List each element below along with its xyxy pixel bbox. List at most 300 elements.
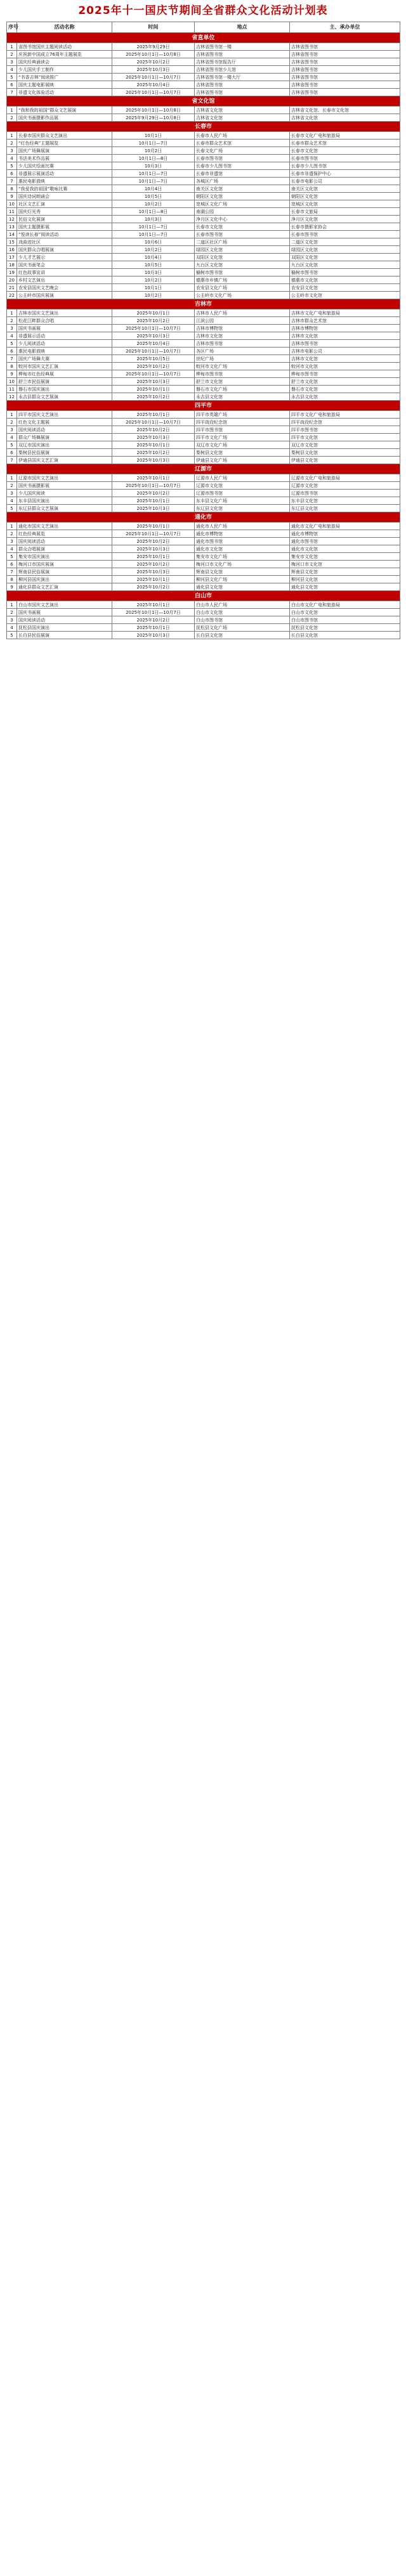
table-row: [7, 490, 400, 497]
row-activity: 国庆阅读活动: [17, 426, 112, 434]
row-activity: 永吉县群众文艺展演: [17, 393, 112, 401]
table-row: [7, 355, 400, 363]
row-location: 四平战役纪念馆: [195, 419, 290, 426]
row-location: 吉林市图书馆: [195, 340, 290, 348]
row-index: 2: [7, 114, 17, 122]
row-location: 世纪广场: [195, 355, 290, 363]
row-activity: 国庆群众合唱展演: [17, 246, 112, 254]
row-activity: 通化县群众文艺汇演: [17, 583, 112, 591]
section-title: 长春市: [7, 122, 400, 132]
row-activity: 国庆阅读活动: [17, 616, 112, 624]
row-location: 吉林省图书馆少儿馆: [195, 66, 290, 74]
row-location: 梅河口市文化广场: [195, 561, 290, 568]
row-location: 抚松县文化广场: [195, 624, 290, 632]
table-row: [7, 426, 400, 434]
row-time: 10月1日—7日: [112, 178, 195, 185]
table-row: [7, 325, 400, 332]
table-row: [7, 576, 400, 583]
row-index: 6: [7, 81, 17, 89]
row-time: 2025年10月1日: [112, 386, 195, 393]
row-time: 2025年10月2日: [112, 583, 195, 591]
row-time: 10月5日: [112, 261, 195, 269]
row-activity: 长白县民俗展演: [17, 632, 112, 639]
row-index: 8: [7, 185, 17, 193]
row-location: 南关区文化馆: [195, 185, 290, 193]
row-index: 3: [7, 58, 17, 66]
row-organizer: 四平市图书馆: [290, 426, 400, 434]
row-index: 4: [7, 497, 17, 505]
row-index: 7: [7, 89, 17, 96]
row-organizer: 长白县文化馆: [290, 632, 400, 639]
row-organizer: 吉林市文化馆: [290, 332, 400, 340]
row-time: 2025年10月2日: [112, 490, 195, 497]
row-location: 绿园区文化馆: [195, 246, 290, 254]
row-activity: 红色经典展览: [17, 530, 112, 538]
section-header: [7, 464, 400, 474]
row-index: 22: [7, 292, 17, 299]
row-time: 10月1日: [112, 284, 195, 292]
row-index: 6: [7, 449, 17, 457]
table-row: [7, 309, 400, 317]
row-time: 2025年10月1日—10月7日: [112, 482, 195, 490]
table-row: [7, 276, 400, 284]
row-activity: 非遗文化体验活动: [17, 89, 112, 96]
row-activity: 群众合唱展演: [17, 545, 112, 553]
row-organizer: 辽源市图书馆: [290, 490, 400, 497]
row-time: 10月4日: [112, 185, 195, 193]
row-activity: 少儿国庆绘画比赛: [17, 162, 112, 170]
row-organizer: 长春市图书馆: [290, 231, 400, 238]
row-organizer: 公主岭市文化馆: [290, 292, 400, 299]
row-activity: 群众广场舞展演: [17, 434, 112, 441]
row-index: 4: [7, 624, 17, 632]
row-time: 2025年10月1日: [112, 309, 195, 317]
row-location: 双辽市文化广场: [195, 441, 290, 449]
row-organizer: 吉林省文化馆、长春市文化馆: [290, 107, 400, 114]
row-location: 各区广场: [195, 348, 290, 355]
row-location: 长春市群众艺术馆: [195, 140, 290, 147]
table-row: [7, 378, 400, 386]
row-organizer: 辉南县文化馆: [290, 568, 400, 576]
row-activity: 集安市国庆演出: [17, 553, 112, 561]
row-location: 白山市文化馆: [195, 609, 290, 616]
table-row: [7, 624, 400, 632]
row-location: 通化市博物馆: [195, 530, 290, 538]
table-row: [7, 162, 400, 170]
row-location: 柳河县文化广场: [195, 576, 290, 583]
row-organizer: 伊通县文化馆: [290, 457, 400, 464]
row-organizer: 永吉县文化馆: [290, 393, 400, 401]
section-title: 省文化馆: [7, 96, 400, 107]
row-activity: 非遗展示展演活动: [17, 170, 112, 178]
section-header: [7, 299, 400, 309]
row-location: 长春文化广场: [195, 147, 290, 155]
row-organizer: 长春市少儿图书馆: [290, 162, 400, 170]
row-organizer: 吉林市文化广电和旅游局: [290, 309, 400, 317]
table-row: [7, 523, 400, 530]
row-index: 3: [7, 616, 17, 624]
row-index: 20: [7, 276, 17, 284]
row-activity: 国庆灯光秀: [17, 208, 112, 216]
row-organizer: 长春市文化广电和旅游局: [290, 132, 400, 140]
table-row: [7, 340, 400, 348]
row-time: 10月5日: [112, 193, 195, 200]
row-location: 长春市少儿图书馆: [195, 162, 290, 170]
row-location: 长白县文化馆: [195, 632, 290, 639]
row-index: 3: [7, 490, 17, 497]
section-title: 通化市: [7, 512, 400, 523]
table-row: [7, 616, 400, 624]
row-organizer: 白山市图书馆: [290, 616, 400, 624]
row-activity: 抚松县国庆演出: [17, 624, 112, 632]
row-organizer: 四平战役纪念馆: [290, 419, 400, 426]
row-index: 21: [7, 284, 17, 292]
row-index: 9: [7, 370, 17, 378]
row-location: 梨树县文化馆: [195, 449, 290, 457]
row-index: 2: [7, 317, 17, 325]
section-title: 省直单位: [7, 33, 400, 43]
row-time: 10月3日: [112, 162, 195, 170]
row-activity: 非遗展示活动: [17, 332, 112, 340]
table-row: [7, 393, 400, 401]
row-index: 3: [7, 426, 17, 434]
row-time: 2025年10月1日: [112, 497, 195, 505]
row-activity: 惠民电影放映: [17, 178, 112, 185]
row-location: 江滨公园: [195, 317, 290, 325]
section-title: 吉林市: [7, 299, 400, 309]
row-activity: 书法美术作品展: [17, 155, 112, 162]
row-organizer: 长春市摄影家协会: [290, 223, 400, 231]
table-row: [7, 254, 400, 261]
table-row: [7, 51, 400, 58]
row-time: 2025年10月1日—10月7日: [112, 89, 195, 96]
row-index: 5: [7, 441, 17, 449]
row-organizer: 四平市文化馆: [290, 434, 400, 441]
row-index: 1: [7, 43, 17, 51]
row-activity: 梨树县民俗展演: [17, 449, 112, 457]
row-time: 2025年10月1日: [112, 441, 195, 449]
row-organizer: 长春市电影公司: [290, 178, 400, 185]
table-row: [7, 601, 400, 609]
row-activity: 国庆书画笔会: [17, 261, 112, 269]
table-row: [7, 147, 400, 155]
row-activity: “书香吉林”阅读推广: [17, 74, 112, 81]
table-row: [7, 269, 400, 276]
row-location: 白山市图书馆: [195, 616, 290, 624]
row-index: 1: [7, 309, 17, 317]
row-time: 2025年10月2日: [112, 363, 195, 370]
row-index: 13: [7, 223, 17, 231]
row-time: 10月1日: [112, 132, 195, 140]
row-time: 2025年10月3日: [112, 505, 195, 512]
row-location: 长春市图书馆: [195, 155, 290, 162]
row-index: 11: [7, 208, 17, 216]
table-row: [7, 545, 400, 553]
row-index: 17: [7, 254, 17, 261]
row-organizer: 长春市图书馆: [290, 155, 400, 162]
row-organizer: 双阳区文化馆: [290, 254, 400, 261]
row-index: 6: [7, 170, 17, 178]
table-row: [7, 583, 400, 591]
row-organizer: 通化县文化馆: [290, 583, 400, 591]
row-index: 15: [7, 238, 17, 246]
row-location: 辽源市图书馆: [195, 490, 290, 497]
row-activity: 国庆主题摄影展: [17, 223, 112, 231]
row-index: 19: [7, 269, 17, 276]
table-row: [7, 370, 400, 378]
section-header: [7, 96, 400, 107]
row-activity: 乡村文艺演出: [17, 276, 112, 284]
row-organizer: 榆树市图书馆: [290, 269, 400, 276]
row-index: 7: [7, 178, 17, 185]
row-location: 二道区社区广场: [195, 238, 290, 246]
row-index: 7: [7, 355, 17, 363]
row-time: 2025年10月1日—10月8日: [112, 51, 195, 58]
row-time: 10月3日: [112, 216, 195, 223]
row-location: 吉林市文化馆: [195, 332, 290, 340]
row-time: 10月4日: [112, 254, 195, 261]
row-time: 2025年10月2日: [112, 561, 195, 568]
row-location: 东辽县文化馆: [195, 505, 290, 512]
row-index: 1: [7, 523, 17, 530]
row-time: 2025年10月2日: [112, 58, 195, 66]
table-row: [7, 474, 400, 482]
row-time: 10月3日: [112, 269, 195, 276]
table-row: [7, 107, 400, 114]
row-location: 九台区文化馆: [195, 261, 290, 269]
row-index: 9: [7, 583, 17, 591]
row-organizer: 长春市文旅局: [290, 208, 400, 216]
row-location: 南湖公园: [195, 208, 290, 216]
row-activity: 舒兰市民俗展演: [17, 378, 112, 386]
row-activity: 白山市国庆文艺演出: [17, 601, 112, 609]
row-activity: 国庆书画展: [17, 609, 112, 616]
row-organizer: 柳河县文化馆: [290, 576, 400, 583]
row-organizer: 白山市文化广电和旅游局: [290, 601, 400, 609]
row-location: 宽城区文化广场: [195, 200, 290, 208]
row-index: 8: [7, 363, 17, 370]
row-activity: 国庆广场舞展演: [17, 147, 112, 155]
row-time: 2025年10月2日: [112, 538, 195, 545]
row-activity: 国庆主题电影展映: [17, 81, 112, 89]
row-organizer: 德惠市文化馆: [290, 276, 400, 284]
row-location: 吉林省文化馆: [195, 107, 290, 114]
row-location: 长春市图书馆: [195, 231, 290, 238]
row-activity: 少儿阅读活动: [17, 340, 112, 348]
row-time: 2025年10月4日: [112, 340, 195, 348]
row-index: 5: [7, 74, 17, 81]
row-index: 12: [7, 216, 17, 223]
row-time: 2025年10月1日—10月8日: [112, 107, 195, 114]
row-organizer: 吉林省图书馆: [290, 66, 400, 74]
row-organizer: 吉林市图书馆: [290, 340, 400, 348]
row-activity: 民俗文化展演: [17, 216, 112, 223]
row-location: 双阳区文化馆: [195, 254, 290, 261]
row-activity: 戏曲进社区: [17, 238, 112, 246]
table-row: [7, 89, 400, 96]
table-row: [7, 363, 400, 370]
table-row: [7, 530, 400, 538]
row-time: 10月1日—8日: [112, 155, 195, 162]
row-organizer: 通化市文化馆: [290, 545, 400, 553]
row-organizer: 磐石市文化馆: [290, 386, 400, 393]
row-index: 7: [7, 568, 17, 576]
row-organizer: 净月区文化馆: [290, 216, 400, 223]
row-location: 德惠市乡镇广场: [195, 276, 290, 284]
row-time: 2025年10月1日: [112, 576, 195, 583]
row-time: 10月1日—7日: [112, 223, 195, 231]
row-time: 10月2日: [112, 147, 195, 155]
section-header: [7, 33, 400, 43]
row-activity: 伊通县国庆文艺汇演: [17, 457, 112, 464]
col-organizer: 主、承办单位: [290, 22, 400, 33]
row-location: 朝阳区文化馆: [195, 193, 290, 200]
row-index: 1: [7, 132, 17, 140]
row-organizer: 二道区文化馆: [290, 238, 400, 246]
table-row: [7, 178, 400, 185]
row-index: 3: [7, 538, 17, 545]
row-time: 2025年10月2日: [112, 393, 195, 401]
table-row: [7, 140, 400, 147]
row-location: 集安市文化广场: [195, 553, 290, 561]
row-location: 东丰县文化广场: [195, 497, 290, 505]
table-row: [7, 223, 400, 231]
row-organizer: 四平市文化广电和旅游局: [290, 411, 400, 419]
row-index: 1: [7, 474, 17, 482]
row-organizer: 抚松县文化馆: [290, 624, 400, 632]
row-organizer: 吉林省图书馆: [290, 58, 400, 66]
row-time: 2025年10月1日: [112, 624, 195, 632]
table-row: [7, 114, 400, 122]
row-activity: 四平市国庆文艺演出: [17, 411, 112, 419]
row-organizer: 白山市文化馆: [290, 609, 400, 616]
table-row: [7, 441, 400, 449]
row-time: 2025年10月5日: [112, 355, 195, 363]
row-time: 2025年10月1日: [112, 553, 195, 561]
row-index: 2: [7, 51, 17, 58]
row-organizer: 梅河口市文化馆: [290, 561, 400, 568]
row-organizer: 吉林省文化馆: [290, 114, 400, 122]
table-row: [7, 193, 400, 200]
row-activity: 东丰县国庆演出: [17, 497, 112, 505]
row-index: 9: [7, 193, 17, 200]
table-row: [7, 457, 400, 464]
row-index: 7: [7, 457, 17, 464]
table-row: [7, 419, 400, 426]
row-organizer: 绿园区文化馆: [290, 246, 400, 254]
row-activity: 双辽市国庆演出: [17, 441, 112, 449]
row-time: 10月2日: [112, 200, 195, 208]
section-title: 白山市: [7, 591, 400, 601]
row-organizer: 吉林市群众艺术馆: [290, 317, 400, 325]
row-organizer: 梨树县文化馆: [290, 449, 400, 457]
row-location: 吉林省图书馆报告厅: [195, 58, 290, 66]
table-row: [7, 155, 400, 162]
row-location: 吉林省图书馆一楼大厅: [195, 74, 290, 81]
row-organizer: 南关区文化馆: [290, 185, 400, 193]
row-activity: 国庆阅读活动: [17, 538, 112, 545]
row-time: 2025年10月3日: [112, 332, 195, 340]
row-index: 4: [7, 434, 17, 441]
row-index: 1: [7, 411, 17, 419]
row-index: 5: [7, 162, 17, 170]
row-index: 6: [7, 561, 17, 568]
row-time: 2025年10月3日: [112, 632, 195, 639]
row-organizer: 通化市图书馆: [290, 538, 400, 545]
table-row: [7, 132, 400, 140]
section-header: [7, 512, 400, 523]
row-organizer: 长春市群众艺术馆: [290, 140, 400, 147]
row-time: 2025年10月2日: [112, 616, 195, 624]
table-body: [7, 33, 400, 639]
row-organizer: 辽源市文化广电和旅游局: [290, 474, 400, 482]
row-time: 2025年10月1日—10月7日: [112, 609, 195, 616]
table-row: [7, 170, 400, 178]
row-activity: 红色故事宣讲: [17, 269, 112, 276]
table-row: [7, 284, 400, 292]
row-index: 10: [7, 378, 17, 386]
row-organizer: 吉林省图书馆: [290, 81, 400, 89]
table-row: [7, 43, 400, 51]
row-time: 10月1日—7日: [112, 170, 195, 178]
table-row: [7, 632, 400, 639]
table-row: [7, 332, 400, 340]
row-organizer: 吉林市电影公司: [290, 348, 400, 355]
row-activity: “悦读长春”阅读活动: [17, 231, 112, 238]
row-organizer: 蛟河市文化馆: [290, 363, 400, 370]
row-index: 2: [7, 140, 17, 147]
row-location: 公主岭市文化广场: [195, 292, 290, 299]
row-location: 四平市英雄广场: [195, 411, 290, 419]
row-location: 四平市图书馆: [195, 426, 290, 434]
col-activity: 活动名称: [17, 22, 112, 33]
row-time: 2025年10月3日: [112, 568, 195, 576]
row-activity: 少儿才艺展示: [17, 254, 112, 261]
row-time: 2025年10月1日—10月7日: [112, 530, 195, 538]
row-activity: 梅河口市国庆展演: [17, 561, 112, 568]
row-activity: 磐石市国庆演出: [17, 386, 112, 393]
row-index: 3: [7, 325, 17, 332]
row-activity: 辽源市国庆文艺演出: [17, 474, 112, 482]
row-location: 磐石市文化广场: [195, 386, 290, 393]
row-time: 2025年10月2日: [112, 426, 195, 434]
row-organizer: 吉林市博物馆: [290, 325, 400, 332]
row-activity: 长春市国庆群众文艺演出: [17, 132, 112, 140]
row-activity: 国庆书画摄影展: [17, 482, 112, 490]
row-time: 2025年10月1日—10月7日: [112, 348, 195, 355]
section-title: 四平市: [7, 401, 400, 411]
row-time: 2025年10月4日: [112, 81, 195, 89]
row-activity: 东辽县群众文艺展演: [17, 505, 112, 512]
row-time: 10月2日: [112, 292, 195, 299]
row-organizer: 吉林省图书馆: [290, 89, 400, 96]
row-time: 10月1日—7日: [112, 140, 195, 147]
row-activity: 柳河县国庆演出: [17, 576, 112, 583]
row-time: 10月1日—8日: [112, 208, 195, 216]
row-organizer: 集安市文化馆: [290, 553, 400, 561]
row-activity: 公主岭市国庆展演: [17, 292, 112, 299]
row-organizer: 吉林省图书馆: [290, 43, 400, 51]
table-row: [7, 317, 400, 325]
row-activity: 蛟河市国庆文艺汇演: [17, 363, 112, 370]
table-header: [7, 22, 400, 33]
row-index: 16: [7, 246, 17, 254]
row-organizer: 农安县文化馆: [290, 284, 400, 292]
table-row: [7, 74, 400, 81]
row-time: 2025年10月2日: [112, 317, 195, 325]
table-row: [7, 538, 400, 545]
row-organizer: 桦甸市图书馆: [290, 370, 400, 378]
